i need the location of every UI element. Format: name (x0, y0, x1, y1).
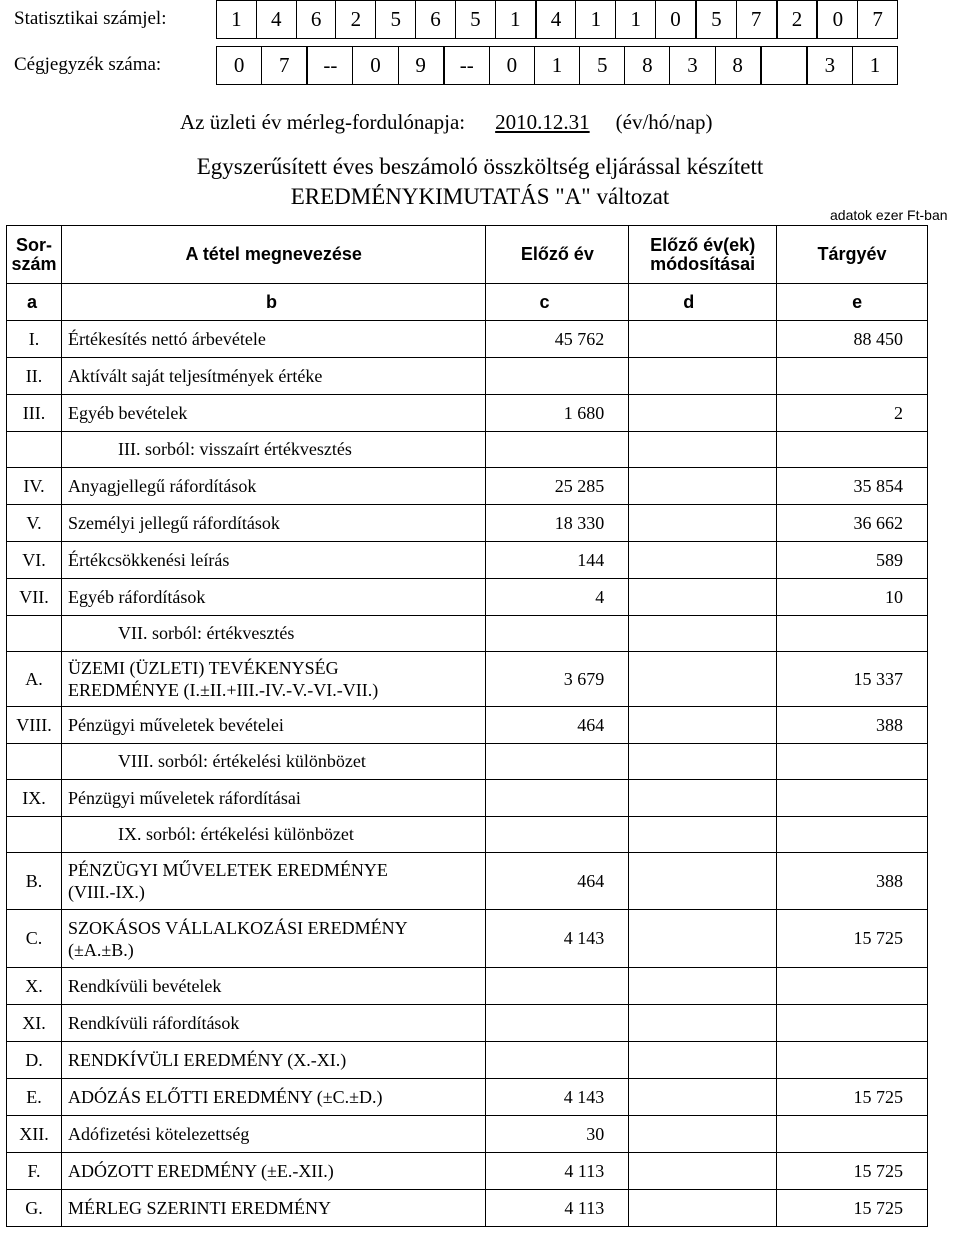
ceg-digit: 3 (808, 47, 853, 84)
row-prev-year: 18 330 (486, 505, 629, 542)
stat-digit: 7 (872, 7, 883, 31)
report-title (0, 152, 960, 212)
row-current-year: 15 725 (777, 1190, 928, 1227)
row-sorszam: III. (7, 395, 62, 432)
row-prev-year: 4 143 (486, 910, 629, 968)
col-targyev: Tárgyév (777, 226, 928, 284)
fordulonap-date: 2010.12.31 (495, 110, 590, 134)
row-current-year: 10 (777, 579, 928, 616)
table-row (7, 853, 928, 910)
row-name: Anyagjellegű ráfordítások (61, 468, 485, 505)
row-prev-year: 45 762 (486, 321, 629, 358)
row-sorszam: VI. (7, 542, 62, 579)
row-name: IX. sorból: értékelési különbözet (61, 817, 485, 853)
stat-digit: 6 (297, 1, 337, 38)
row-modification (629, 505, 777, 542)
row-sorszam: I. (7, 321, 62, 358)
row-current-year: 35 854 (777, 468, 928, 505)
letter-d: d (629, 284, 777, 321)
ceg-digit: 8 (716, 47, 762, 84)
row-sorszam (7, 817, 62, 853)
row-current-year (777, 432, 928, 468)
col-sorszam: Sor- szám (7, 226, 62, 284)
ceg-digit: -- (308, 47, 353, 84)
stat-digit: 5 (456, 1, 496, 38)
row-current-year: 15 725 (777, 1153, 928, 1190)
table-row (7, 542, 928, 579)
row-sorszam: IV. (7, 468, 62, 505)
income-statement-table (6, 225, 928, 1227)
stat-digit: 2 (336, 1, 376, 38)
ceg-digit: 7 (262, 47, 308, 84)
row-prev-year (486, 432, 629, 468)
table-row (7, 1190, 928, 1227)
row-modification (629, 468, 777, 505)
row-name: ADÓZÁS ELŐTTI EREDMÉNY (±C.±D.) (61, 1079, 485, 1116)
row-modification (629, 968, 777, 1005)
col-elozo: Előző év (486, 226, 629, 284)
table-row (7, 321, 928, 358)
row-current-year (777, 968, 928, 1005)
row-prev-year (486, 1005, 629, 1042)
row-modification (629, 1116, 777, 1153)
row-name: Pénzügyi műveletek ráfordításai (61, 780, 485, 817)
stat-label: Statisztikai számjel: (14, 8, 167, 29)
row-sorszam: G. (7, 1190, 62, 1227)
row-current-year (777, 744, 928, 780)
row-current-year (777, 616, 928, 652)
row-name: Rendkívüli ráfordítások (61, 1005, 485, 1042)
row-sorszam (7, 432, 62, 468)
table-row (7, 968, 928, 1005)
row-name: SZOKÁSOS VÁLLALKOZÁSI EREDMÉNY (±A.±B.) (61, 910, 485, 968)
row-sorszam: C. (7, 910, 62, 968)
row-sorszam: E. (7, 1079, 62, 1116)
table-subrow (7, 616, 928, 652)
row-modification (629, 395, 777, 432)
row-sorszam (7, 744, 62, 780)
row-modification (629, 817, 777, 853)
header-row (7, 226, 928, 284)
row-current-year: 388 (777, 707, 928, 744)
row-sorszam (7, 616, 62, 652)
row-prev-year (486, 358, 629, 395)
row-modification (629, 910, 777, 968)
table-row (7, 1116, 928, 1153)
row-modification (629, 853, 777, 910)
row-current-year: 388 (777, 853, 928, 910)
row-name: Adófizetési kötelezettség (61, 1116, 485, 1153)
row-current-year (777, 1116, 928, 1153)
row-prev-year (486, 968, 629, 1005)
row-modification (629, 616, 777, 652)
row-prev-year: 4 113 (486, 1153, 629, 1190)
row-name: Rendkívüli bevételek (61, 968, 485, 1005)
row-sorszam: II. (7, 358, 62, 395)
row-sorszam: F. (7, 1153, 62, 1190)
stat-digit: 2 (778, 1, 819, 38)
row-prev-year (486, 817, 629, 853)
row-sorszam: VIII. (7, 707, 62, 744)
table-row (7, 395, 928, 432)
ceg-label: Cégjegyzék száma: (14, 54, 162, 75)
row-sorszam: XII. (7, 1116, 62, 1153)
row-current-year: 15 725 (777, 1079, 928, 1116)
ceg-digit: 1 (869, 53, 881, 77)
table-row (7, 780, 928, 817)
table-subrow (7, 432, 928, 468)
row-sorszam: XI. (7, 1005, 62, 1042)
row-modification (629, 1079, 777, 1116)
row-prev-year: 25 285 (486, 468, 629, 505)
row-prev-year (486, 1042, 629, 1079)
row-current-year (777, 817, 928, 853)
title-line-2: EREDMÉNYKIMUTATÁS "A" változat (290, 184, 670, 209)
row-modification (629, 744, 777, 780)
letter-e: e (777, 284, 928, 321)
row-name: RENDKÍVÜLI EREDMÉNY (X.-XI.) (61, 1042, 485, 1079)
row-current-year: 2 (777, 395, 928, 432)
stat-digit: 5 (697, 1, 737, 38)
letter-c: c (486, 284, 629, 321)
row-name: Egyéb bevételek (61, 395, 485, 432)
row-sorszam: D. (7, 1042, 62, 1079)
row-prev-year: 464 (486, 853, 629, 910)
unit-note: adatok ezer Ft-ban (830, 207, 948, 223)
row-name: III. sorból: visszaírt értékvesztés (61, 432, 485, 468)
ceg-digit: 0 (353, 47, 398, 84)
row-sorszam: X. (7, 968, 62, 1005)
col-modositas: Előző év(ek) módosításai (629, 226, 777, 284)
ceg-digit: 8 (625, 47, 670, 84)
stat-number-box (216, 0, 898, 39)
row-name: Aktívált saját teljesítmények értéke (61, 358, 485, 395)
row-name: VIII. sorból: értékelési különbözet (61, 744, 485, 780)
ceg-digit: 3 (670, 47, 715, 84)
row-modification (629, 780, 777, 817)
row-current-year (777, 1042, 928, 1079)
table-subrow (7, 817, 928, 853)
row-modification (629, 321, 777, 358)
row-current-year: 589 (777, 542, 928, 579)
stat-digit: 1 (616, 1, 656, 38)
row-modification (629, 1005, 777, 1042)
col-megnevezes: A tétel megnevezése (61, 226, 485, 284)
title-line-1: Egyszerűsített éves beszámoló összköltség eljárással készített (196, 154, 764, 179)
row-current-year: 36 662 (777, 505, 928, 542)
table-row (7, 1005, 928, 1042)
row-sorszam: VII. (7, 579, 62, 616)
fordulonap-format: (év/hó/nap) (615, 110, 713, 134)
row-current-year: 88 450 (777, 321, 928, 358)
stat-digit: 7 (737, 1, 778, 38)
ceg-digit (762, 47, 808, 84)
ceg-digit: 0 (490, 47, 535, 84)
ceg-digit: 0 (217, 47, 262, 84)
row-sorszam: A. (7, 652, 62, 707)
row-name: VII. sorból: értékvesztés (61, 616, 485, 652)
row-prev-year: 3 679 (486, 652, 629, 707)
ceg-digit: 5 (580, 47, 625, 84)
row-modification (629, 707, 777, 744)
stat-digit: 4 (537, 1, 577, 38)
row-name: Egyéb ráfordítások (61, 579, 485, 616)
row-name: Személyi jellegű ráfordítások (61, 505, 485, 542)
row-prev-year: 4 143 (486, 1079, 629, 1116)
letter-b: b (61, 284, 485, 321)
row-prev-year (486, 780, 629, 817)
ceg-digit: -- (445, 47, 490, 84)
row-name: ADÓZOTT EREDMÉNY (±E.-XII.) (61, 1153, 485, 1190)
row-modification (629, 542, 777, 579)
row-name: MÉRLEG SZERINTI EREDMÉNY (61, 1190, 485, 1227)
ceg-digit: 9 (399, 47, 445, 84)
table-row (7, 1042, 928, 1079)
stat-digit: 0 (818, 1, 858, 38)
row-modification (629, 579, 777, 616)
row-sorszam: B. (7, 853, 62, 910)
stat-digit: 1 (217, 1, 257, 38)
letter-a: a (7, 284, 62, 321)
ceg-digit: 1 (535, 47, 580, 84)
table-row (7, 652, 928, 707)
row-prev-year: 464 (486, 707, 629, 744)
table-row (7, 358, 928, 395)
row-sorszam: IX. (7, 780, 62, 817)
row-name: ÜZEMI (ÜZLETI) TEVÉKENYSÉG EREDMÉNYE (I.±II.+III.-IV.-V.-VI.-VII.) (61, 652, 485, 707)
row-current-year (777, 780, 928, 817)
row-name: Értékesítés nettó árbevétele (61, 321, 485, 358)
row-prev-year (486, 744, 629, 780)
row-prev-year: 30 (486, 1116, 629, 1153)
row-sorszam: V. (7, 505, 62, 542)
row-name: Értékcsökkenési leírás (61, 542, 485, 579)
fordulonap-label: Az üzleti év mérleg-fordulónapja: (180, 110, 466, 134)
table-subrow (7, 744, 928, 780)
stat-digit: 0 (656, 1, 697, 38)
row-modification (629, 1153, 777, 1190)
letters-row (7, 284, 928, 321)
row-prev-year: 144 (486, 542, 629, 579)
row-modification (629, 432, 777, 468)
row-name: PÉNZÜGYI MŰVELETEK EREDMÉNYE (VIII.-IX.) (61, 853, 485, 910)
table-row (7, 1079, 928, 1116)
row-name: Pénzügyi műveletek bevételei (61, 707, 485, 744)
table-row (7, 707, 928, 744)
stat-digit: 4 (257, 1, 297, 38)
fordulonap-line (180, 110, 712, 135)
table-row (7, 1153, 928, 1190)
row-current-year (777, 1005, 928, 1042)
row-modification (629, 1042, 777, 1079)
table-row (7, 505, 928, 542)
row-prev-year (486, 616, 629, 652)
row-prev-year: 1 680 (486, 395, 629, 432)
table-row (7, 579, 928, 616)
ceg-number-box (216, 46, 898, 85)
row-current-year (777, 358, 928, 395)
stat-digit: 5 (376, 1, 416, 38)
row-current-year: 15 725 (777, 910, 928, 968)
table-row (7, 468, 928, 505)
stat-digit: 1 (576, 1, 616, 38)
row-modification (629, 1190, 777, 1227)
row-prev-year: 4 113 (486, 1190, 629, 1227)
stat-digit: 1 (496, 1, 537, 38)
row-current-year: 15 337 (777, 652, 928, 707)
row-modification (629, 358, 777, 395)
row-prev-year: 4 (486, 579, 629, 616)
table-row (7, 910, 928, 968)
row-modification (629, 652, 777, 707)
stat-digit: 6 (416, 1, 456, 38)
